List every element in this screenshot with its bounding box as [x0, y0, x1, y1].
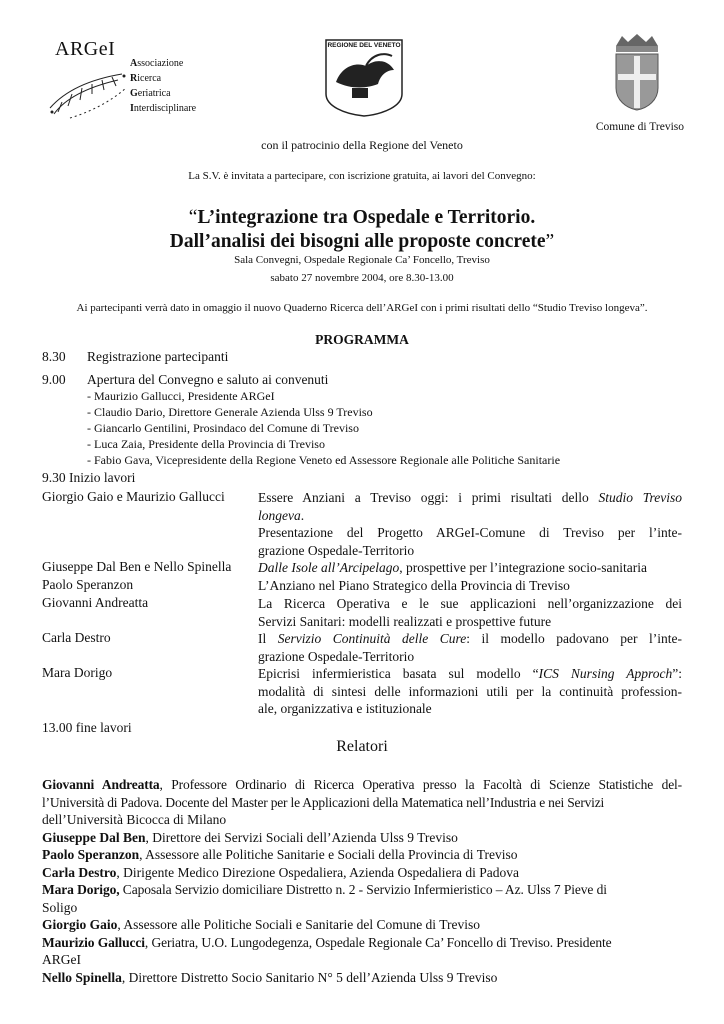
talk-title: Il Servizio Continuità delle Cure: il modello padovano per l’inte- grazione Ospedale-Territorio: [258, 631, 683, 664]
talk-title: Dalle Isole all’Arcipelago, prospettive per l’integrazione socio-sanitaria: [258, 560, 647, 575]
inizio-lavori: 9.30 Inizio lavori: [42, 470, 136, 485]
conference-title: [0, 206, 724, 254]
date-text: sabato 27 novembre 2004, ore 8.30-13.00: [270, 272, 454, 284]
treviso-crest: [612, 32, 662, 112]
argei-line: Interdisciplinare: [130, 103, 197, 114]
list-item: - Claudio Dario, Direttore Generale Azienda Ulss 9 Treviso: [87, 405, 373, 419]
list-item: - Fabio Gava, Vicepresidente della Regione Veneto ed Assessore Regionale alle Politiche Sanitarie: [87, 453, 561, 467]
venue-text: Sala Convegni, Ospedale Regionale Ca’ Foncello, Treviso: [234, 254, 490, 266]
speaker-name: Paolo Speranzon: [42, 577, 134, 592]
talk-title: La Ricerca Operativa e le sue applicazioni nell’organizzazione dei Servizi Sanitari: modelli realizzati e prospettive future: [258, 596, 682, 629]
speaker-name: Giorgio Gaio e Maurizio Gallucci: [42, 489, 225, 504]
title-line-1: “L’integrazione tra Ospedale e Territorio.: [188, 207, 536, 228]
list-item: - Luca Zaia, Presidente della Provincia di Treviso: [87, 437, 325, 451]
invito-text: La S.V. è invitata a partecipare, con iscrizione gratuita, ai lavori del Convegno:: [188, 170, 536, 182]
speaker-name: Giovanni Andreatta: [42, 595, 149, 610]
patrocinio-text: con il patrocinio della Regione del Veneto: [261, 138, 463, 152]
argei-grid-graphic: [40, 62, 135, 124]
argei-logo-title: ARGeI: [55, 38, 116, 60]
argei-logo: [40, 38, 215, 123]
relatori-list: [42, 776, 682, 986]
relatore-entry: Giuseppe Dal Ben, Direttore dei Servizi Sociali dell’Azienda Ulss 9 Treviso: [42, 829, 458, 845]
relatore-entry: Nello Spinella, Direttore Distretto Socio Sanitario N° 5 dell’Azienda Ulss 9 Treviso: [42, 969, 498, 985]
talk-title: Essere Anziani a Treviso oggi: i primi risultati dello Studio Treviso longeva. Presentazione del Progetto ARGeI-Comune di Treviso per l’inte- grazione Ospedale-Territorio: [258, 490, 682, 558]
speaker-name: Giuseppe Dal Ben e Nello Spinella: [42, 559, 232, 574]
regione-veneto-logo: [322, 36, 406, 118]
title-line-2: Dall’analisi dei bisogni alle proposte concrete”: [169, 231, 555, 252]
relatore-entry: Carla Destro, Dirigente Medico Direzione Ospedaliera, Azienda Ospedaliera di Padova: [42, 864, 519, 880]
omaggio-text: Ai partecipanti verrà dato in omaggio il nuovo Quaderno Ricerca dell’ARGeI con i primi risultati dello “Studio Treviso longeva”.: [76, 302, 648, 314]
talk-title: L’Anziano nel Piano Strategico della Provincia di Treviso: [258, 578, 570, 593]
argei-line: Associazione: [130, 58, 184, 69]
speaker-name: Mara Dorigo: [42, 665, 113, 680]
argei-name-lines: [130, 56, 196, 116]
saluti-list: [87, 388, 560, 468]
list-item: - Giancarlo Gentilini, Prosindaco del Comune di Treviso: [87, 421, 359, 435]
relatori-heading: Relatori: [336, 738, 388, 755]
program-row-apertura: 9.00 Apertura del Convegno e saluto ai convenuti: [42, 372, 329, 387]
argei-line: Geriatrica: [130, 88, 171, 99]
relatore-entry: Paolo Speranzon, Assessore alle Politiche Sanitarie e Sociali della Provincia di Treviso: [42, 847, 518, 862]
relatore-entry: Maurizio Gallucci, Geriatra, U.O. Lungodegenza, Ospedale Regionale Ca’ Foncello di Treviso. Presidente ARGeI: [42, 934, 612, 967]
crest-icon: [612, 32, 662, 112]
program-row-registrazione: 8.30 Registrazione partecipanti: [42, 349, 229, 364]
relatore-entry: Giovanni Andreatta, Professore Ordinario di Ricerca Operativa presso la Facoltà di Scienze Statistiche del- l’Università di Padova. Docente del Master per le Applicazioni della Matematica nell’Industria e nei Servizi dell’Università Bicocca di Milano: [42, 777, 682, 827]
list-item: - Maurizio Gallucci, Presidente ARGeI: [87, 389, 275, 403]
programma-heading: PROGRAMMA: [315, 332, 409, 347]
relatore-entry: Mara Dorigo, Caposala Servizio domiciliare Distretto n. 2 - Servizio Infermieristico – Az. Ulss 7 Pieve di Soligo: [42, 882, 607, 915]
talk-title: Epicrisi infermieristica basata sul modello “ICS Nursing Approch”: modalità di sintesi delle informazioni utili per la continuità profession- ale, organizzativa e istituzionale: [258, 666, 682, 716]
veneto-logo-text: REGIONE DEL VENETO: [327, 42, 401, 49]
fine-lavori: 13.00 fine lavori: [42, 720, 132, 735]
argei-line: Ricerca: [130, 73, 162, 84]
comune-label: Comune di Treviso: [595, 121, 684, 133]
speaker-name: Carla Destro: [42, 630, 111, 645]
relatore-entry: Giorgio Gaio, Assessore alle Politiche Sociali e Sanitarie del Comune di Treviso: [42, 917, 480, 932]
